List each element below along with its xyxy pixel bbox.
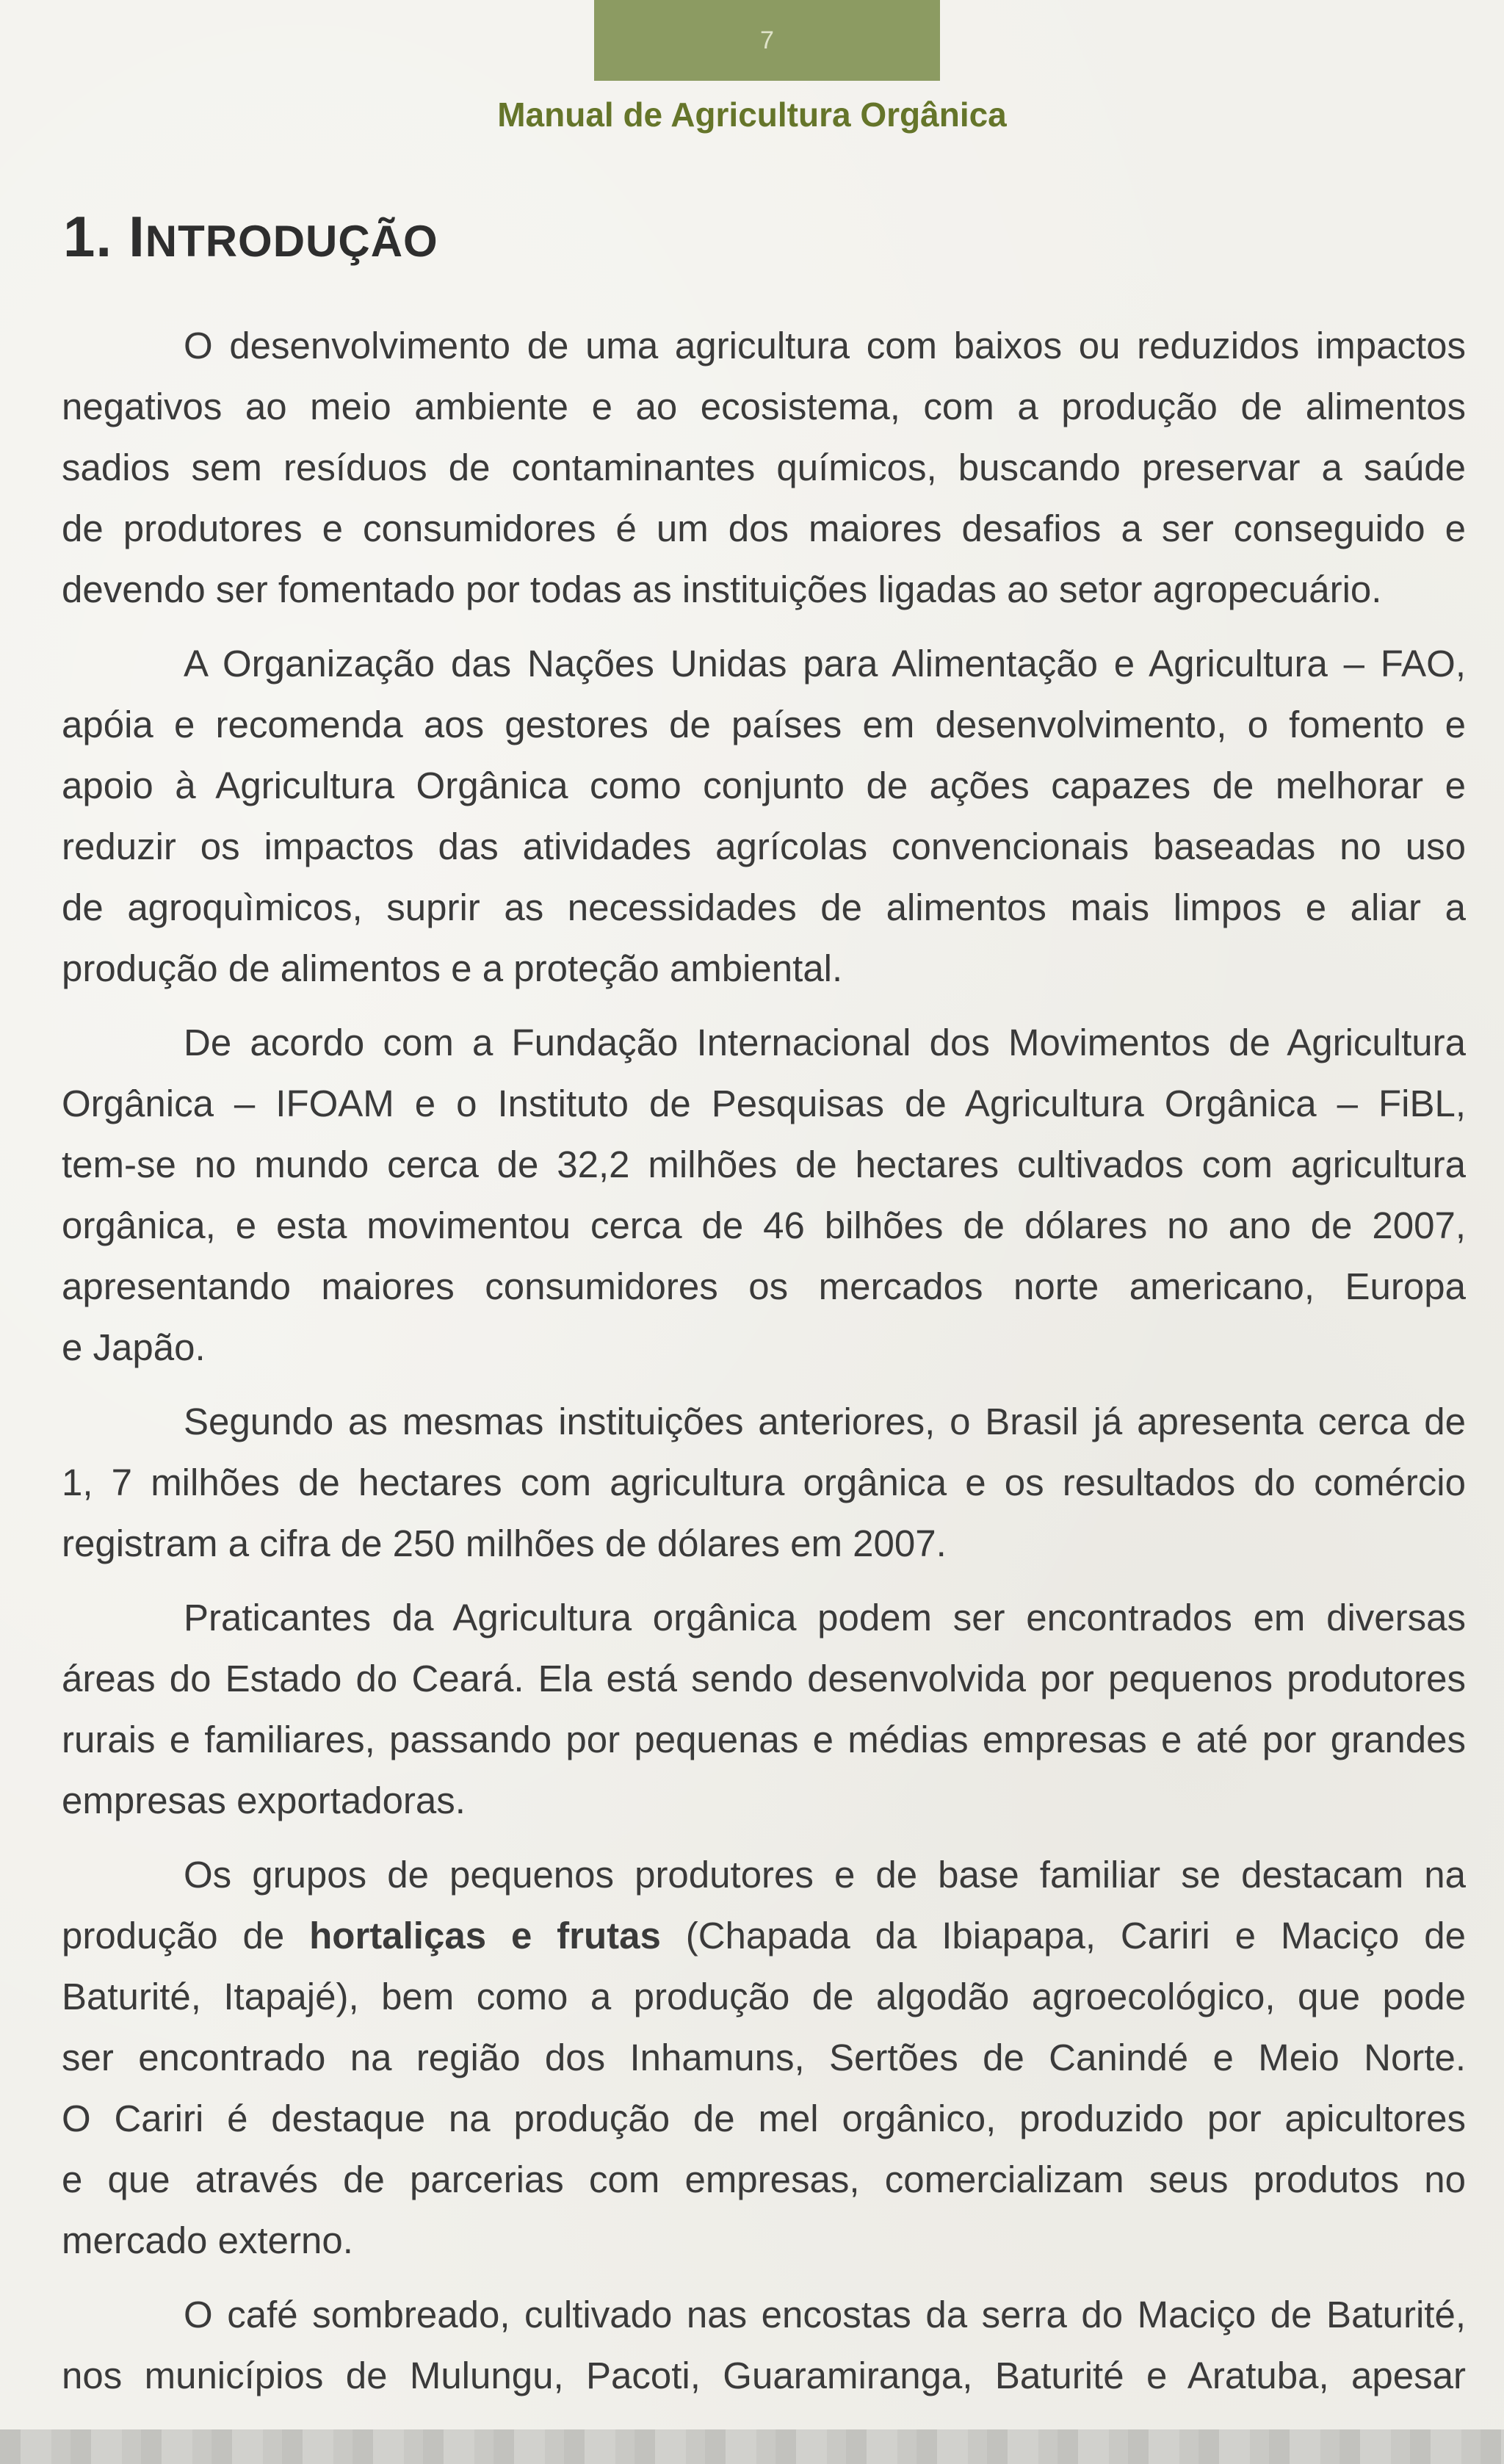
body-text (62, 315, 1466, 2406)
paragraph-line: A Organização das Nações Unidas para Alimentação e Agricultura – FAO, (184, 643, 1466, 684)
page-number-tab (594, 0, 940, 81)
paragraph-line: 1, 7 milhões de hectares com agricultura orgânica e os resultados do comércio (62, 1462, 1466, 1503)
paragraph-line: de agroquìmicos, suprir as necessidades de alimentos mais limpos e aliar a (62, 886, 1466, 928)
paragraph-line: apoio à Agricultura Orgânica como conjunto de ações capazes de melhorar e (62, 765, 1466, 806)
paragraph-line: tem-se no mundo cerca de 32,2 milhões de hectares cultivados com agricultura (62, 1144, 1466, 1185)
paragraph-line: O desenvolvimento de uma agricultura com baixos ou reduzidos impactos (184, 325, 1466, 366)
paragraph-line: e Japão. (62, 1326, 206, 1368)
paragraph-line: e que através de parcerias com empresas, comercializam seus produtos no (62, 2158, 1466, 2200)
paragraph-line: nos municípios de Mulungu, Pacoti, Guaramiranga, Baturité e Aratuba, apesar (62, 2355, 1466, 2396)
line-text-before: produção de (62, 1915, 310, 1957)
paragraph-line: Baturité, Itapajé), bem como a produção de algodão agroecológico, que pode (62, 1976, 1466, 2017)
paragraph-4 (62, 1391, 1466, 1574)
running-title: Manual de Agricultura Orgânica (497, 95, 1007, 134)
paragraph-line: reduzir os impactos das atividades agrícolas convencionais baseadas no uso (62, 825, 1466, 867)
paragraph-3 (62, 1012, 1466, 1378)
section-title: INTRODUÇÃO (129, 204, 438, 269)
paragraph-line: áreas do Estado do Ceará. Ela está sendo desenvolvida por pequenos produtores (62, 1658, 1466, 1699)
paragraph-line: mercado externo. (62, 2219, 353, 2261)
page-number: 7 (760, 26, 774, 54)
paragraph-line: devendo ser fomentado por todas as instituições ligadas ao setor agropecuário. (62, 568, 1382, 610)
paragraph-line: apresentando maiores consumidores os mercados norte americano, Europa (62, 1265, 1466, 1307)
paragraph-line: Os grupos de pequenos produtores e de base familiar se destacam na (184, 1854, 1466, 1896)
paragraph-line: rurais e familiares, passando por pequenas e médias empresas e até por grandes (62, 1719, 1466, 1760)
bold-phrase: hortaliças e frutas (309, 1915, 661, 1957)
paragraph-line: O café sombreado, cultivado nas encostas da serra do Maciço de Baturité, (184, 2294, 1466, 2335)
paragraph-line: empresas exportadoras. (62, 1780, 466, 1821)
paragraph-line: sadios sem resíduos de contaminantes químicos, buscando preservar a saúde (62, 447, 1466, 488)
paragraph-line: ser encontrado na região dos Inhamuns, Sertões de Canindé e Meio Norte. (62, 2037, 1466, 2078)
section-number: 1. (63, 204, 113, 269)
paragraph-2 (62, 633, 1466, 999)
decorative-footer-band (0, 2429, 1504, 2464)
paragraph-line: registram a cifra de 250 milhões de dólares em 2007. (62, 1522, 947, 1564)
paragraph-line: Praticantes da Agricultura orgânica podem ser encontrados em diversas (184, 1597, 1466, 1639)
paragraph-1 (62, 315, 1466, 620)
paragraph-line: O Cariri é destaque na produção de mel orgânico, produzido por apicultores (62, 2098, 1466, 2139)
paragraph-line: apóia e recomenda aos gestores de países em desenvolvimento, o fomento e (62, 704, 1466, 745)
paragraph-7 (62, 2284, 1466, 2406)
paragraph-line: Orgânica – IFOAM e o Instituto de Pesquisas de Agricultura Orgânica – FiBL, (62, 1083, 1466, 1124)
paragraph-line: negativos ao meio ambiente e ao ecosistema, com a produção de alimentos (62, 386, 1466, 427)
paragraph-line: produção de alimentos e a proteção ambiental. (62, 947, 843, 989)
paragraph-line: orgânica, e esta movimentou cerca de 46 bilhões de dólares no ano de 2007, (62, 1204, 1466, 1246)
paragraph-line: De acordo com a Fundação Internacional dos Movimentos de Agricultura (184, 1022, 1466, 1063)
paragraph-line: de produtores e consumidores é um dos maiores desafios a ser conseguido e (62, 507, 1466, 549)
paragraph-line-with-bold (62, 1905, 1466, 1966)
paragraph-6 (62, 1844, 1466, 2271)
line-text-after: (Chapada da Ibiapapa, Cariri e Maciço de (660, 1915, 1467, 1957)
paragraph-5 (62, 1587, 1466, 1831)
section-heading (63, 203, 438, 286)
paragraph-line: Segundo as mesmas instituições anteriores, o Brasil já apresenta cerca de (184, 1401, 1466, 1442)
